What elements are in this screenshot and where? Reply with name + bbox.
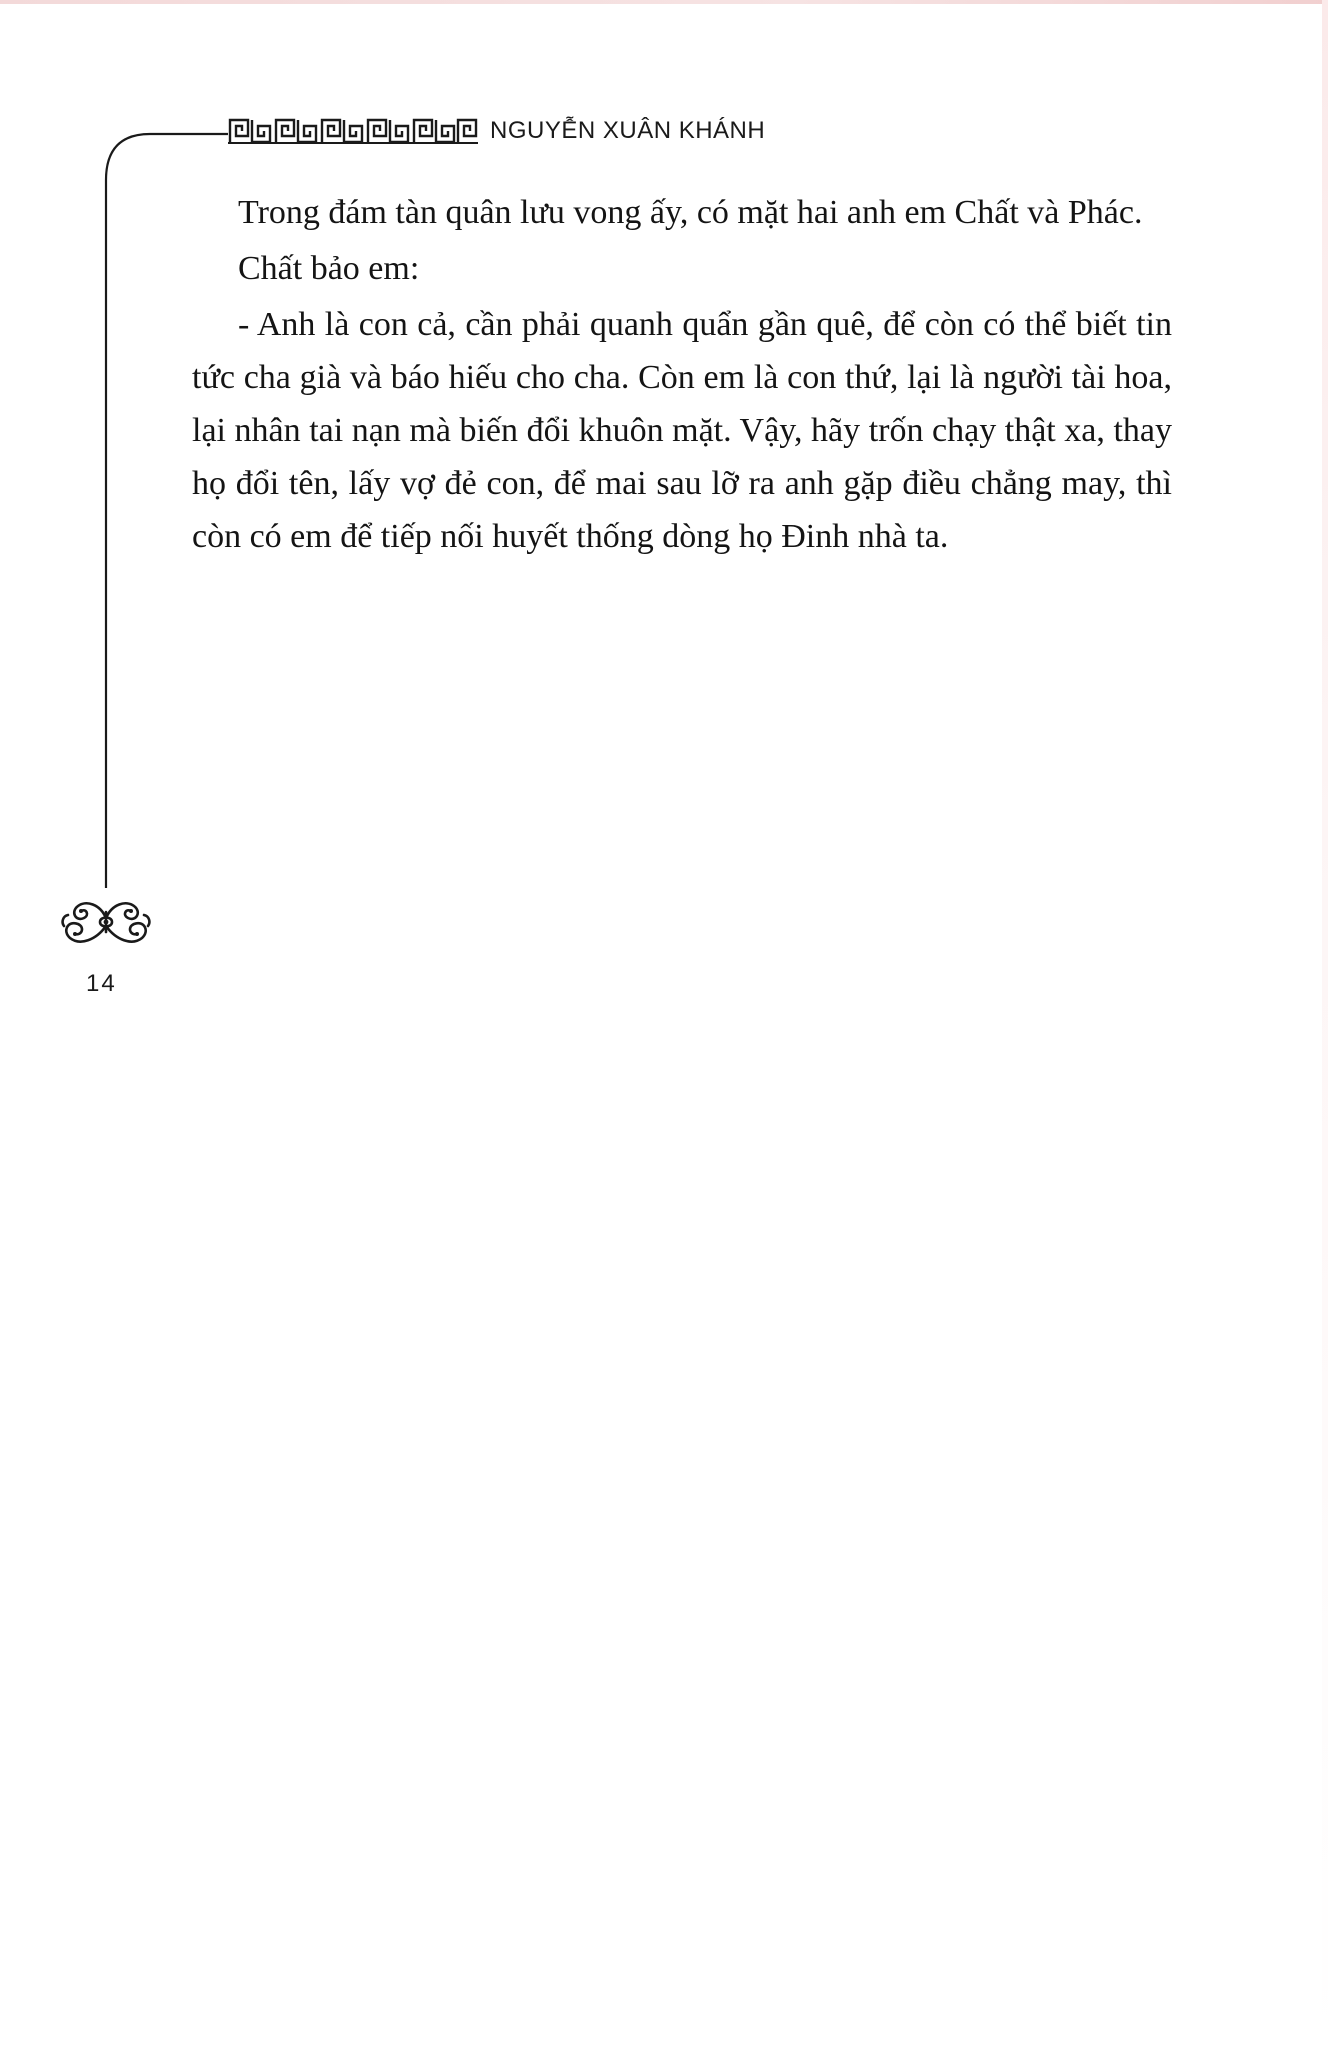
running-header (228, 114, 765, 148)
body-text (192, 186, 1172, 566)
author-name: NGUYỄN XUÂN KHÁNH (490, 117, 766, 144)
cloud-scroll-ornament-icon (60, 896, 152, 950)
page-number: 14 (86, 970, 117, 997)
paragraph: Chất bảo em: (238, 250, 420, 287)
paragraph: Trong đám tàn quân lưu vong ấy, có mặt hai anh em Chất và Phác. (238, 194, 1143, 231)
paragraph: - Anh là con cả, cần phải quanh quẩn gần quê, để còn có thể biết tin tức cha già và báo hiếu cho cha. Còn em là con thứ, lại là người tài hoa, lại nhân tai nạn mà biến đổi khuôn mặt. Vậy, hãy trốn chạy thật xa, thay họ đổi tên, lấy vợ đẻ con, để mai sau lỡ ra anh gặp điều chẳng may, thì còn có em để tiếp nối huyết thống dòng họ Đinh nhà ta. (192, 306, 1172, 555)
greek-key-border-icon (228, 118, 478, 144)
